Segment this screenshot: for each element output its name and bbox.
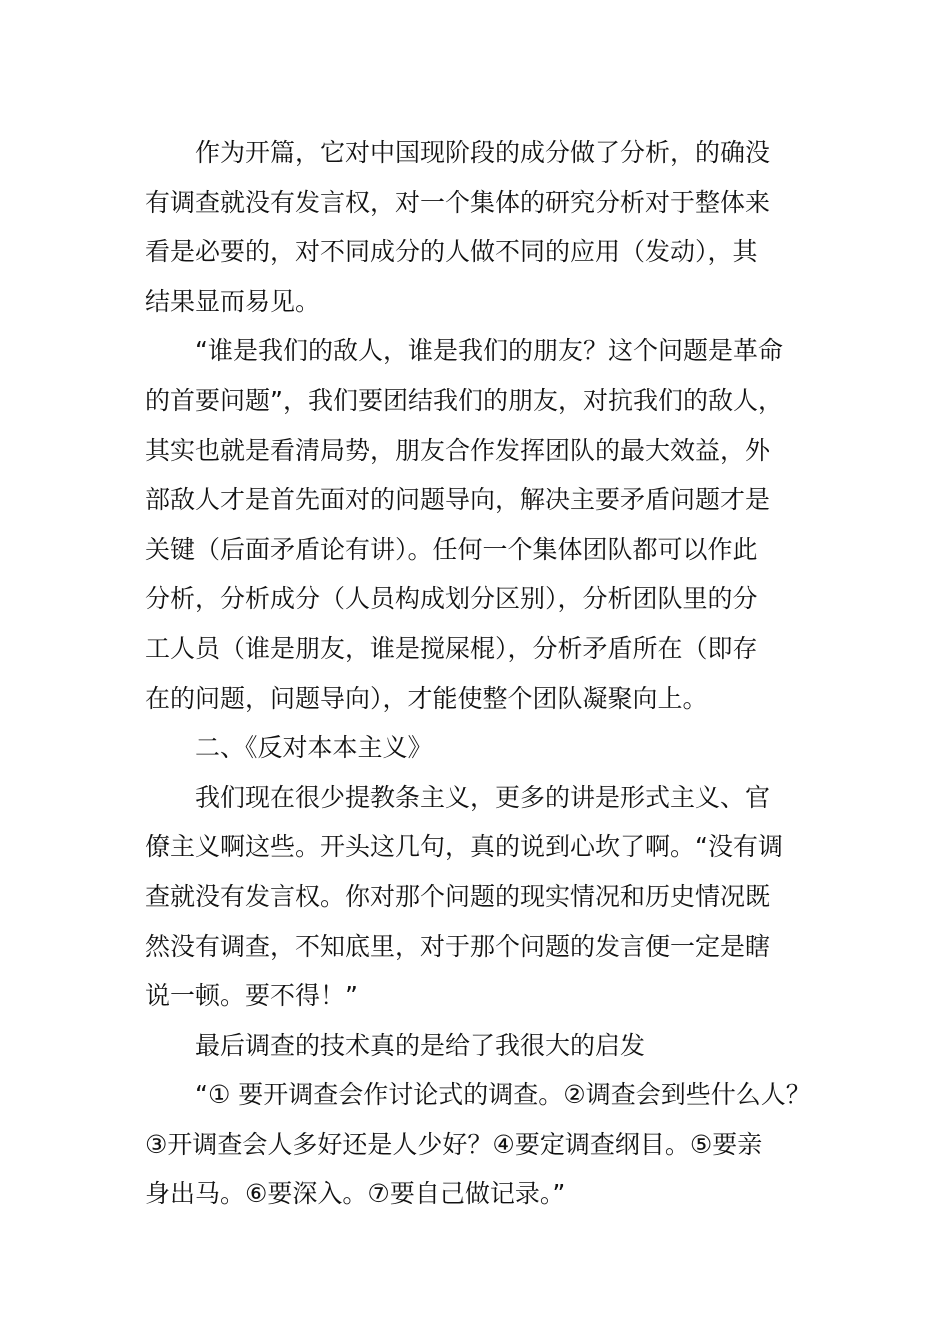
text-line: 作为开篇，它对中国现阶段的成分做了分析，的确没 — [195, 138, 771, 167]
paragraph-inspiration — [145, 1021, 810, 1071]
text-line: 的首要问题”，我们要团结我们的朋友，对抗我们的敌人， — [145, 385, 783, 415]
text-line: 关键（后面矛盾论有讲）。任何一个集体团队都可以作此 — [145, 534, 758, 564]
text-line: 其实也就是看清局势，朋友合作发挥团队的最大效益，外 — [145, 435, 771, 465]
paragraph-dogmatism — [145, 773, 810, 1021]
text-line: 僚主义啊这些。开头这几句，真的说到心坎了啊。“没有调 — [145, 832, 783, 862]
text-line: 工人员（谁是朋友，谁是搅屎棍），分析矛盾所在（即存 — [145, 633, 758, 663]
text-line: 部敌人才是首先面对的问题导向，解决主要矛盾问题才是 — [145, 485, 771, 515]
document-body — [145, 128, 810, 1219]
paragraph-enemies-friends — [145, 326, 810, 723]
text-line: 我们现在很少提教条主义，更多的讲是形式主义、官 — [195, 782, 771, 812]
paragraph-survey-techniques — [145, 1070, 810, 1219]
text-line: 在的问题，问题导向），才能使整个团队凝聚向上。 — [145, 683, 708, 713]
text-line: ③开调查会人多好还是人少好？④要定调查纲目。⑤要亲 — [145, 1129, 763, 1159]
section-heading — [145, 723, 810, 773]
text-line: 最后调查的技术真的是给了我很大的启发 — [195, 1030, 646, 1060]
text-line: 身出马。⑥要深入。⑦要自己做记录。” — [145, 1179, 566, 1209]
text-line: 说一顿。要不得！” — [145, 981, 358, 1011]
text-line: “谁是我们的敌人，谁是我们的朋友？这个问题是革命 — [195, 336, 783, 366]
text-line: 看是必要的，对不同成分的人做不同的应用（发动），其 — [145, 237, 758, 267]
text-line: 分析，分析成分（人员构成划分区别），分析团队里的分 — [145, 584, 758, 614]
text-line: 结果显而易见。 — [145, 286, 321, 316]
text-line: “① 要开调查会作讨论式的调查。②调查会到些什么人？ — [195, 1080, 811, 1110]
heading-line: 二、《反对本本主义》 — [195, 733, 433, 763]
paragraph-intro — [145, 128, 810, 326]
text-line: 然没有调查，不知底里，对于那个问题的发言便一定是瞎 — [145, 931, 771, 961]
text-line: 有调查就没有发言权，对一个集体的研究分析对于整体来 — [145, 187, 771, 217]
text-line: 查就没有发言权。你对那个问题的现实情况和历史情况既 — [145, 881, 771, 911]
